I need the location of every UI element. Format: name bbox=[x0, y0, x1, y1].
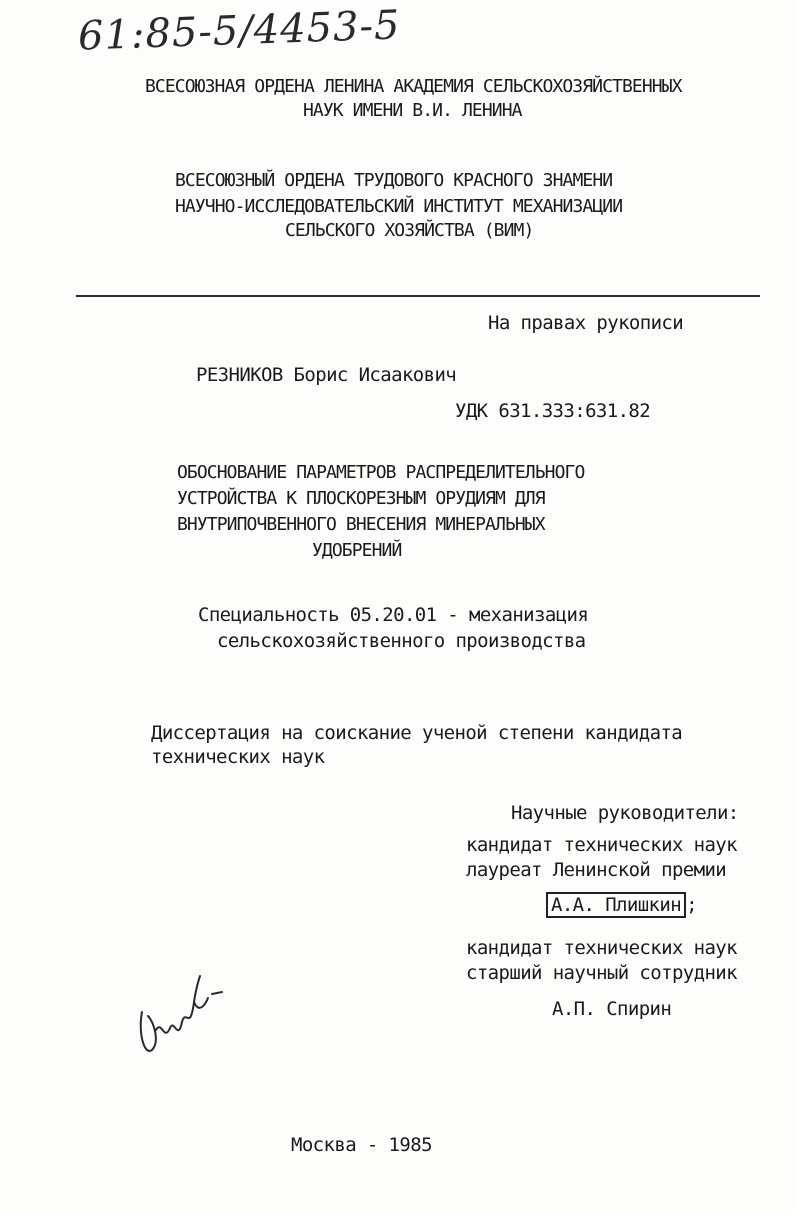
specialty-line-1: Специальность 05.20.01 - механизация bbox=[198, 604, 589, 626]
supervisors-heading: Научные руководители: bbox=[511, 802, 739, 824]
specialty-line-2: сельскохозяйственного производства bbox=[217, 630, 586, 652]
supervisor-2-degree: кандидат технических наук bbox=[466, 937, 737, 959]
supervisor-1-name: А.А. Плишкин bbox=[546, 892, 686, 918]
supervisor-1-name-row bbox=[546, 894, 697, 916]
dissertation-line-1: Диссертация на соискание ученой степени кандидата bbox=[151, 722, 683, 744]
title-line-4: УДОБРЕНИЙ bbox=[312, 540, 402, 561]
supervisor-2-name: А.П. Спирин bbox=[552, 998, 672, 1020]
title-line-2: УСТРОЙСТВА К ПЛОСКОРЕЗНЫМ ОРУДИЯМ ДЛЯ bbox=[177, 488, 545, 509]
author-name: РЕЗНИКОВ Борис Исаакович bbox=[196, 364, 457, 386]
institute-line-2: НАУЧНО-ИССЛЕДОВАТЕЛЬСКИЙ ИНСТИТУТ МЕХАНИЗАЦИИ bbox=[175, 196, 623, 217]
header-divider bbox=[76, 295, 760, 297]
title-line-3: ВНУТРИПОЧВЕННОГО ВНЕСЕНИЯ МИНЕРАЛЬНЫХ bbox=[177, 514, 545, 535]
archive-code-handwritten: 61:85-5/4453-5 bbox=[77, 2, 402, 60]
institute-line-3: СЕЛЬСКОГО ХОЗЯЙСТВА (ВИМ) bbox=[285, 220, 534, 241]
dissertation-line-2: технических наук bbox=[151, 746, 325, 768]
supervisor-1-degree: кандидат технических наук bbox=[466, 834, 737, 856]
academy-line-1: ВСЕСОЮЗНАЯ ОРДЕНА ЛЕНИНА АКАДЕМИЯ СЕЛЬСКОХОЗЯЙСТВЕННЫХ bbox=[145, 76, 682, 97]
supervisor-1-title: лауреат Ленинской премии bbox=[466, 859, 727, 881]
supervisor-2-title: старший научный сотрудник bbox=[466, 962, 737, 984]
institute-line-1: ВСЕСОЮЗНЫЙ ОРДЕНА ТРУДОВОГО КРАСНОГО ЗНАМЕНИ bbox=[175, 170, 613, 191]
supervisor-1-suffix: ; bbox=[686, 894, 697, 916]
handwritten-signature bbox=[134, 972, 234, 1062]
academy-line-2: НАУК ИМЕНИ В.И. ЛЕНИНА bbox=[303, 100, 522, 121]
udc-code: УДК 631.333:631.82 bbox=[455, 400, 651, 422]
place-year: Москва - 1985 bbox=[291, 1134, 432, 1156]
manuscript-note: На правах рукописи bbox=[488, 312, 684, 334]
title-line-1: ОБОСНОВАНИЕ ПАРАМЕТРОВ РАСПРЕДЕЛИТЕЛЬНОГО bbox=[177, 462, 585, 483]
